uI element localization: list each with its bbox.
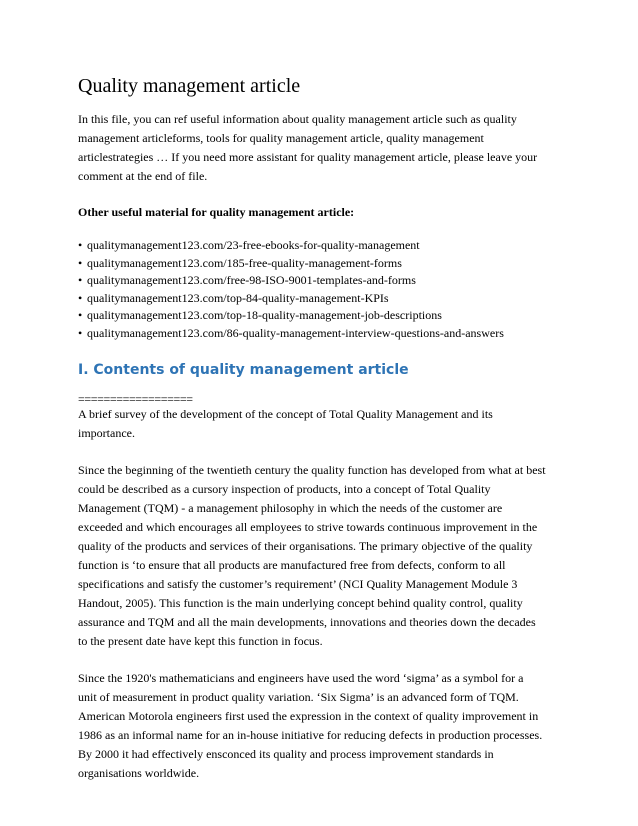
bullet-icon: • xyxy=(78,273,83,287)
paragraph-line: organisations worldwide. xyxy=(78,766,200,780)
intro-line: comment at the end of file. xyxy=(78,169,208,183)
link-list-item[interactable] xyxy=(78,325,578,343)
paragraph-line: specifications and satisfy the customer’s requirement’ (NCI Quality Management Module 3 xyxy=(78,577,518,591)
link-list-item[interactable] xyxy=(78,255,578,273)
paragraph-line: to the present date have kept this function in focus. xyxy=(78,634,323,648)
document-page xyxy=(78,74,578,801)
link-list-item[interactable] xyxy=(78,290,578,308)
bullet-icon: • xyxy=(78,325,83,340)
other-material-subheading: Other useful material for quality management article: xyxy=(78,205,355,219)
link-list-item[interactable] xyxy=(78,237,578,255)
intro-line: management articleforms, tools for quality management article, quality management xyxy=(78,131,484,145)
bullet-icon: • xyxy=(78,255,83,270)
intro-line: articlestrategies … If you need more assistant for quality management article, please leave your xyxy=(78,150,538,164)
paragraph-line: exceeded and which encourages all employees to strive towards continuous improvement in the xyxy=(78,520,538,534)
link-text[interactable]: qualitymanagement123.com/86-quality-management-interview-questions-and-answers xyxy=(87,325,504,340)
bullet-icon: • xyxy=(78,308,83,322)
intro-paragraph xyxy=(78,110,578,186)
paragraph-line: function is ‘to ensure that all products are manufactured free from defects, conform to all xyxy=(78,558,506,572)
paragraph-line: quality of the products and services of their organisations. The primary objective of the quality xyxy=(78,539,533,553)
paragraph-line: By 2000 it had effectively ensconced its quality and process improvement standards in xyxy=(78,747,494,761)
link-text[interactable]: qualitymanagement123.com/185-free-quality-management-forms xyxy=(87,255,402,270)
survey-paragraph xyxy=(78,405,578,443)
bullet-icon: • xyxy=(78,238,83,252)
paragraph-line: 1986 as an informal name for an in-house initiative for reducing defects in production processes. xyxy=(78,728,543,742)
paragraph-line: unit of measurement in product quality variation. ‘Six Sigma’ is an advanced form of TQM. xyxy=(78,690,519,704)
paragraph-line: could be described as a cursory inspection of products, into a concept of Total Quality xyxy=(78,482,491,496)
paragraph-line: Handout, 2005). This function is the main underlying concept behind quality control, quality xyxy=(78,596,523,610)
link-text[interactable]: qualitymanagement123.com/free-98-ISO-9001-templates-and-forms xyxy=(87,273,416,287)
link-text[interactable]: qualitymanagement123.com/23-free-ebooks-for-quality-management xyxy=(87,238,420,252)
body-paragraph-tqm xyxy=(78,461,578,651)
bullet-icon: • xyxy=(78,290,83,305)
link-list-item[interactable] xyxy=(78,272,578,290)
link-list-item[interactable] xyxy=(78,307,578,325)
body-paragraph-six-sigma xyxy=(78,669,578,783)
link-text[interactable]: qualitymanagement123.com/top-84-quality-management-KPIs xyxy=(87,290,389,305)
material-link-list xyxy=(78,237,578,342)
link-text[interactable]: qualitymanagement123.com/top-18-quality-management-job-descriptions xyxy=(87,308,442,322)
section-heading-contents: I. Contents of quality management article xyxy=(78,362,409,378)
intro-line: In this file, you can ref useful information about quality management article such as quality xyxy=(78,112,517,126)
survey-line: A brief survey of the development of the concept of Total Quality Management and its xyxy=(78,407,493,421)
paragraph-line: Management (TQM) - a management philosophy in which the needs of the customer are xyxy=(78,501,503,515)
paragraph-line: Since the beginning of the twentieth century the quality function has developed from what at best xyxy=(78,463,546,477)
paragraph-line: American Motorola engineers first used the expression in the context of quality improvement in xyxy=(78,709,539,723)
survey-line: importance. xyxy=(78,426,135,440)
paragraph-line: assurance and TQM and all the main developments, innovations and theories down the decades xyxy=(78,615,536,629)
paragraph-line: Since the 1920's mathematicians and engineers have used the word ‘sigma’ as a symbol for a xyxy=(78,671,524,685)
equals-rule-divider: ================== xyxy=(78,392,193,406)
document-title: Quality management article xyxy=(78,75,301,97)
